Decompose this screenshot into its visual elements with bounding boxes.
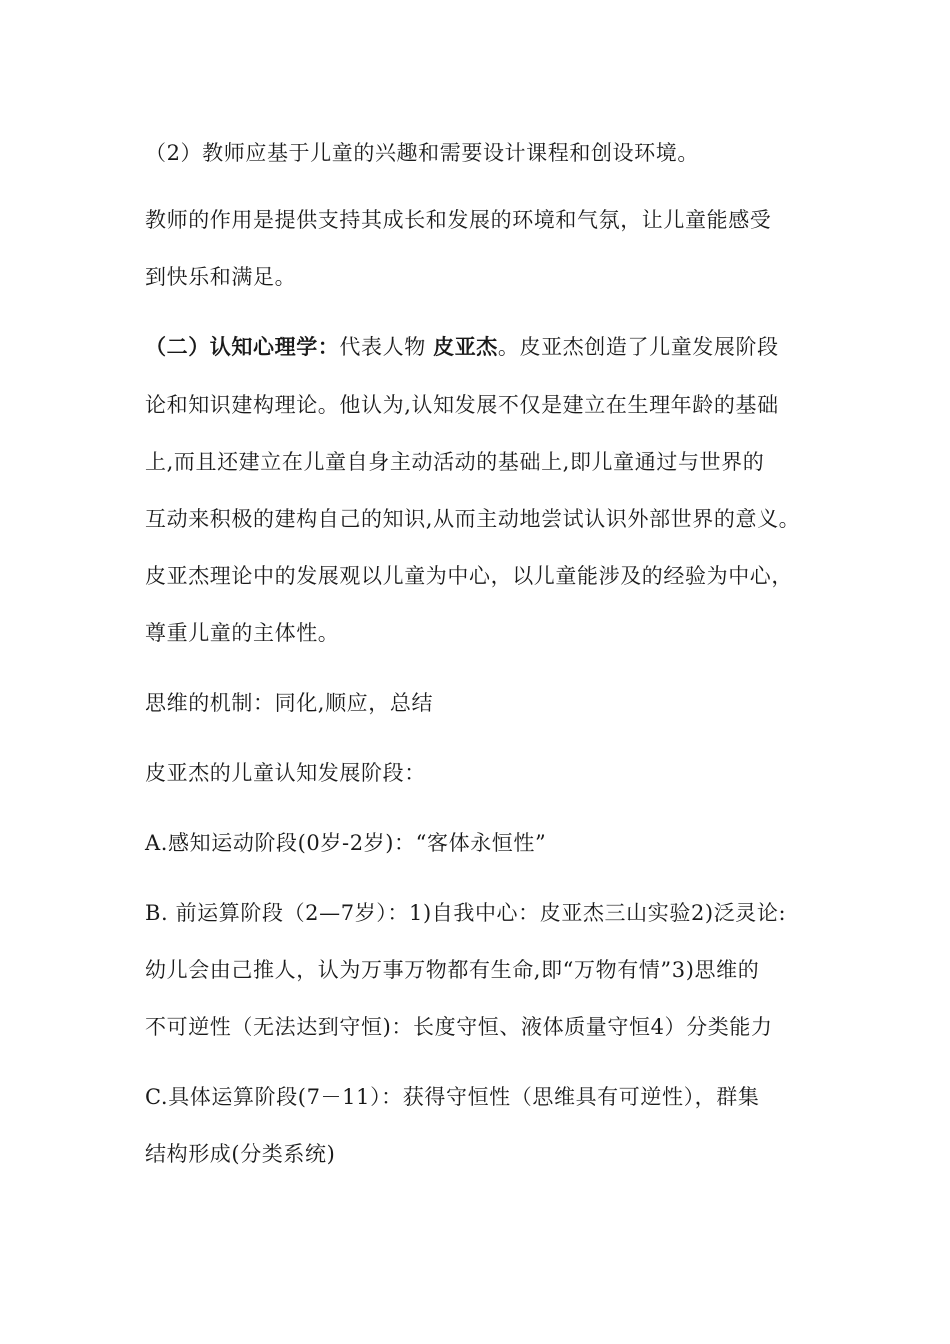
paragraph-teacher-role-line2: 到快乐和满足。: [145, 265, 297, 289]
section-line1-rest: 。皮亚杰创造了儿童发展阶段: [497, 335, 779, 359]
section-cognitive-psychology-line6: 尊重儿童的主体性。: [145, 621, 340, 645]
section-cognitive-psychology-line5: 皮亚杰理论中的发展观以儿童为中心，以儿童能涉及的经验为中心，: [145, 564, 793, 588]
stage-b-line1: B. 前运算阶段（2—7岁）：1)自我中心：皮亚杰三山实验2)泛灵论:: [145, 901, 787, 925]
paragraph-thinking-mechanism: 思维的机制：同化,顺应，总结: [145, 691, 434, 715]
section-cognitive-psychology-line3: 上,而且还建立在儿童自身主动活动的基础上,即儿童通过与世界的: [145, 450, 765, 474]
stage-c-line2: 结构形成(分类系统): [145, 1142, 336, 1166]
paragraph-teacher-design: （2）教师应基于儿童的兴趣和需要设计课程和创设环境。: [145, 141, 699, 165]
section-heading-representative: 代表人物: [339, 335, 434, 359]
stage-b-line3: 不可逆性（无法达到守恒)：长度守恒、液体质量守恒4）分类能力: [145, 1015, 773, 1039]
person-name: 皮亚杰: [433, 334, 498, 359]
stage-a: A.感知运动阶段(0岁-2岁)：“客体永恒性”: [145, 831, 547, 855]
section-cognitive-psychology-line1: [145, 332, 779, 362]
paragraph-stages-title: 皮亚杰的儿童认知发展阶段：: [145, 761, 426, 785]
paragraph-teacher-role-line1: 教师的作用是提供支持其成长和发展的环境和气氛，让儿童能感受: [145, 208, 772, 232]
section-heading: （二）认知心理学：: [145, 334, 340, 359]
stage-c-line1: C.具体运算阶段(7－11）：获得守恒性（思维具有可逆性），群集: [145, 1085, 760, 1109]
stage-b-line2: 幼儿会由己推人，认为万事万物都有生命,即“万物有情”3)思维的: [145, 958, 760, 982]
section-cognitive-psychology-line2: 论和知识建构理论。他认为,认知发展不仅是建立在生理年龄的基础: [145, 393, 779, 417]
section-cognitive-psychology-line4: 互动来积极的建构自己的知识,从而主动地尝试认识外部世界的意义。: [145, 507, 801, 531]
